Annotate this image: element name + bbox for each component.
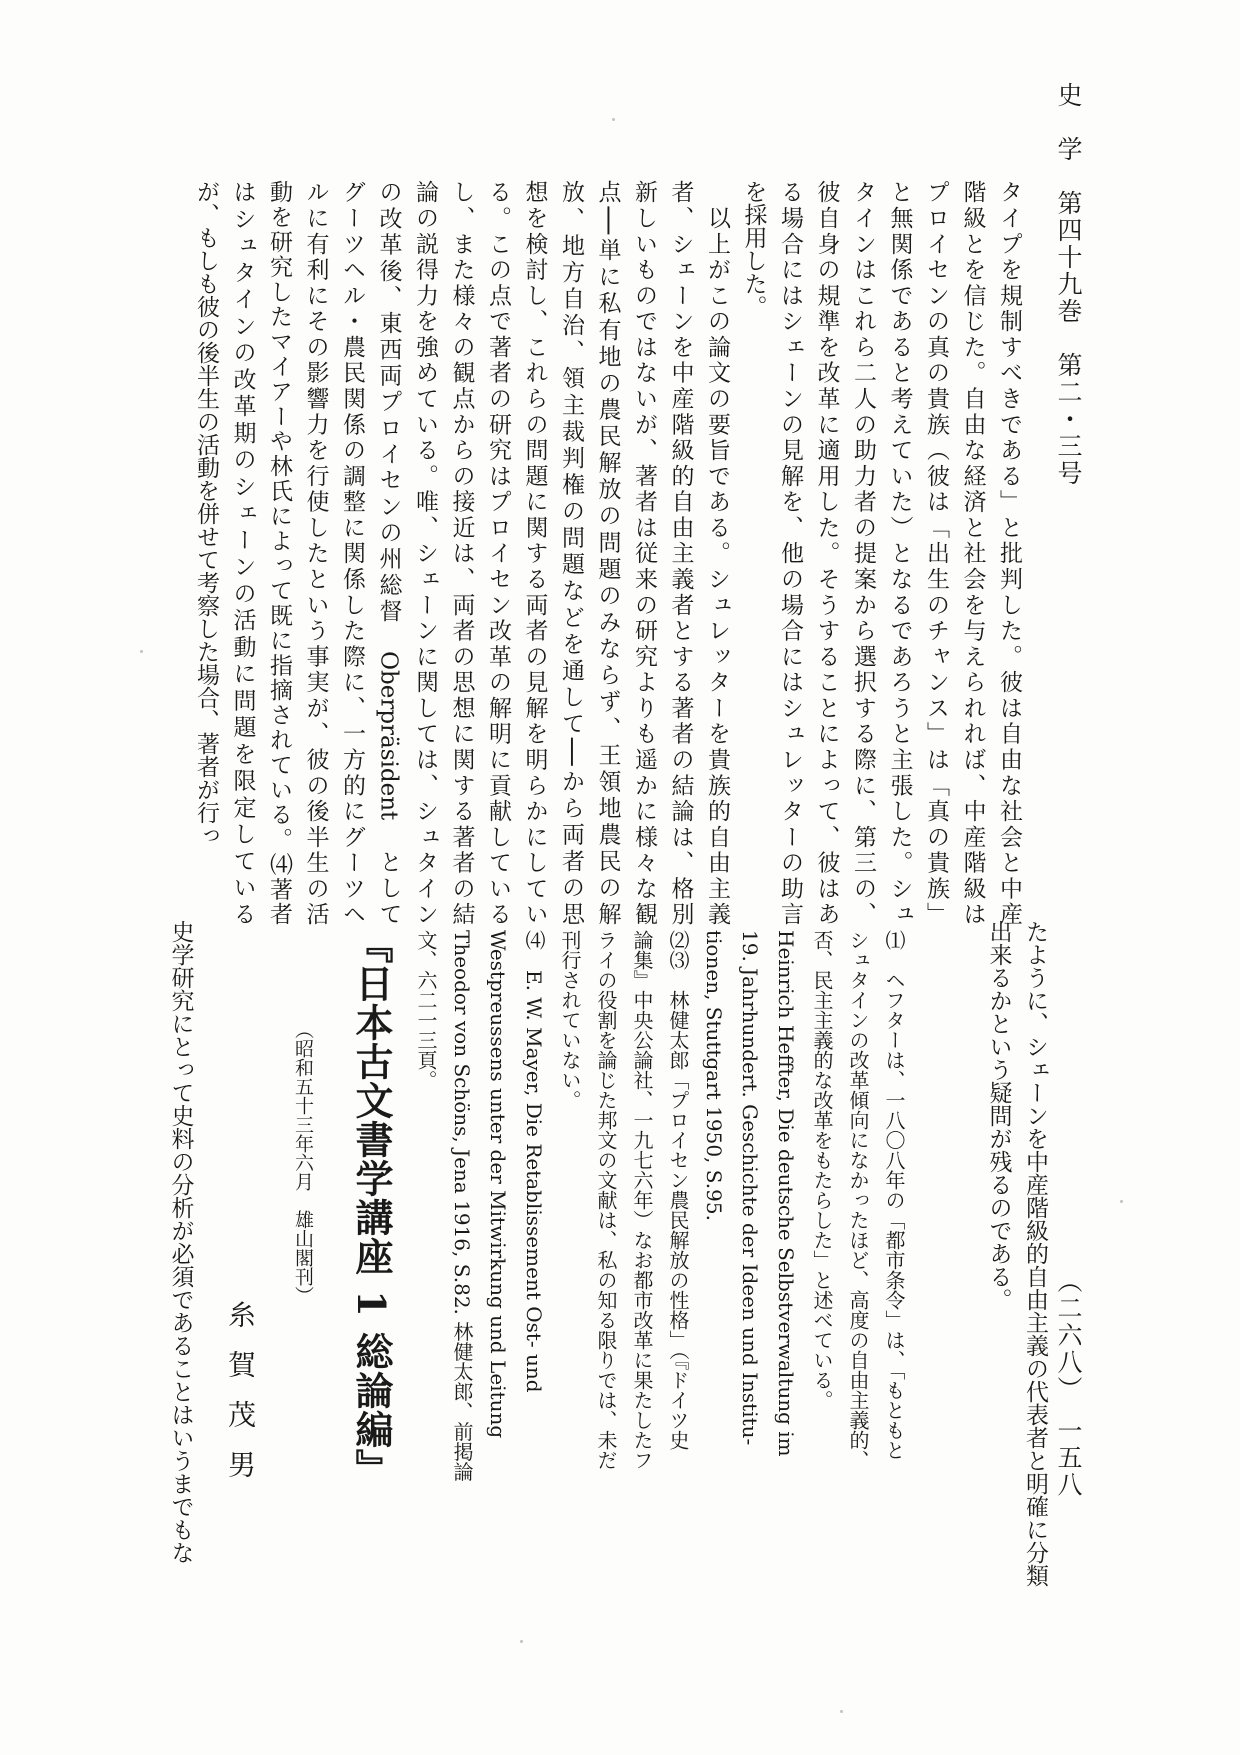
text-column: 点──単に私有地の農民解放の問題のみならず、王領地農民の解 — [594, 180, 621, 925]
text-column: 出来るかという疑問が残るのである。 — [985, 920, 1012, 1311]
text-column: ⑷ E. W. Mayer, Die Retablissement Ost- und — [522, 930, 546, 1393]
scan-speck — [140, 650, 143, 653]
text-column: 文、六二一三頁。 — [414, 930, 438, 1090]
journal-header: 史 学 第四十九巻 第二・三号 — [1054, 82, 1083, 487]
footnotes — [408, 930, 912, 1481]
text-column: 彼自身の規準を改革に適用した。そうすることによって、彼はあ — [813, 180, 840, 925]
review-title: 『日本古文書学講座 1 総論編』 — [349, 925, 394, 1488]
text-column: 者、シェーンを中産階級的自由主義者とする著者の結論は、格別 — [667, 180, 694, 925]
scan-speck — [612, 118, 615, 121]
text-column: 論集』中央公論社、一九七六年）なお都市改革に果たしたフ — [630, 930, 654, 1470]
scan-speck — [520, 1640, 523, 1643]
article-body-lower — [980, 920, 1053, 1587]
review-author: 糸賀茂男 — [224, 1300, 257, 1500]
review-first-line: 史学研究にとって史料の分析が必須であることはいうまでもな — [167, 920, 194, 1564]
text-column: 新しいものではないが、著者は従来の研究よりも遥かに様々な観 — [631, 180, 657, 925]
text-column: 放、地方自治、領主裁判権の問題などを通して──から両者の思 — [558, 180, 584, 925]
text-column: 刊行されていない。 — [558, 930, 582, 1110]
text-column: 動を研究したマイアーや林氏によって既に指摘されている。⑷著者 — [266, 180, 292, 925]
text-column: プロイセンの真の貴族（彼は「出生のチャンス」は「真の貴族」 — [923, 180, 949, 925]
text-column: タインはこれら二人の助力者の提案から選択する際に、第三の、 — [850, 180, 876, 925]
scan-speck — [840, 1710, 843, 1713]
text-column: 想を検討し、これらの問題に関する両者の見解を明らかにしてい — [521, 180, 548, 925]
text-column: たように、シェーンを中産階級的自由主義の代表者と明確に分類 — [1022, 920, 1048, 1587]
text-column: が、もしも彼の後半生の活動を併せて考察した場合、著者が行っ — [193, 180, 219, 847]
text-column: シュタインの改革傾向になかったほど、高度の自由主義的、 — [846, 930, 870, 1470]
text-column: 論の説得力を強めている。唯、シェーンに関しては、シュタイン — [412, 180, 438, 925]
text-column: ライの役割を論じた邦文の文献は、私の知る限りでは、未だ — [594, 930, 618, 1470]
text-column: ⑵⑶ 林健太郎「プロイセン農民解放の性格」（『ドイツ史 — [666, 930, 690, 1450]
text-column: Westpreussens unter der Mitwirkung und Leitung — [486, 930, 510, 1439]
article-body-upper — [177, 180, 1027, 940]
text-column: 階級とを信じた。自由な経済と社会を与えられれば、中産階級は — [959, 180, 986, 925]
text-column: る場合にはシェーンの見解を、他の場合にはシュレッターの助言 — [777, 180, 803, 925]
text-column: る。この点で著者の研究はプロイセン改革の解明に貢献している — [485, 180, 511, 925]
text-column: の改革後、東西両プロイセンの州総督 Oberpräsident として — [375, 180, 402, 925]
text-column: と無関係であると考えていた）となるであろうと主張した。シュ — [886, 180, 913, 925]
text-column: ⑴ ヘフターは、一八〇八年の「都市条令」は、「もともと — [882, 930, 906, 1460]
text-column: ルに有利にその影響力を行使したという事実が、彼の後半生の活 — [302, 180, 329, 925]
scan-speck — [1120, 1200, 1123, 1203]
text-column: 以上がこの論文の要旨である。シュレッターを貴族的自由主義 — [704, 180, 730, 925]
text-column: し、また様々の観点からの接近は、両者の思想に関する著者の結 — [448, 180, 475, 925]
text-column: タイプを規制すべきである」と批判した。彼は自由な社会と中産 — [996, 180, 1022, 925]
text-column: Heinrich Heffter, Die deutsche Selbstverwaltung im — [774, 930, 798, 1457]
text-column: はシュタインの改革期のシェーンの活動に問題を限定している — [229, 180, 256, 925]
text-column: tionen, Stuttgart 1950, S.95. — [702, 930, 726, 1221]
page-number: （二六八） 一五八 — [1054, 1268, 1083, 1499]
text-column: を採用した。 — [740, 180, 767, 318]
text-column: 19. Jahrhundert. Geschichte der Ideen und Institu- — [738, 930, 762, 1446]
text-column: グーツヘル・農民関係の調整に関係した際に、一方的にグーツヘ — [339, 180, 365, 925]
review-publication: （昭和五十三年六月 雄山閣刊） — [292, 1020, 314, 1305]
text-column: 否、民主主義的な改革をもたらした」と述べている。 — [810, 930, 834, 1410]
text-column: Theodor von Schöns, Jena 1916, S.82. 林健太郎、前掲論 — [450, 930, 474, 1482]
